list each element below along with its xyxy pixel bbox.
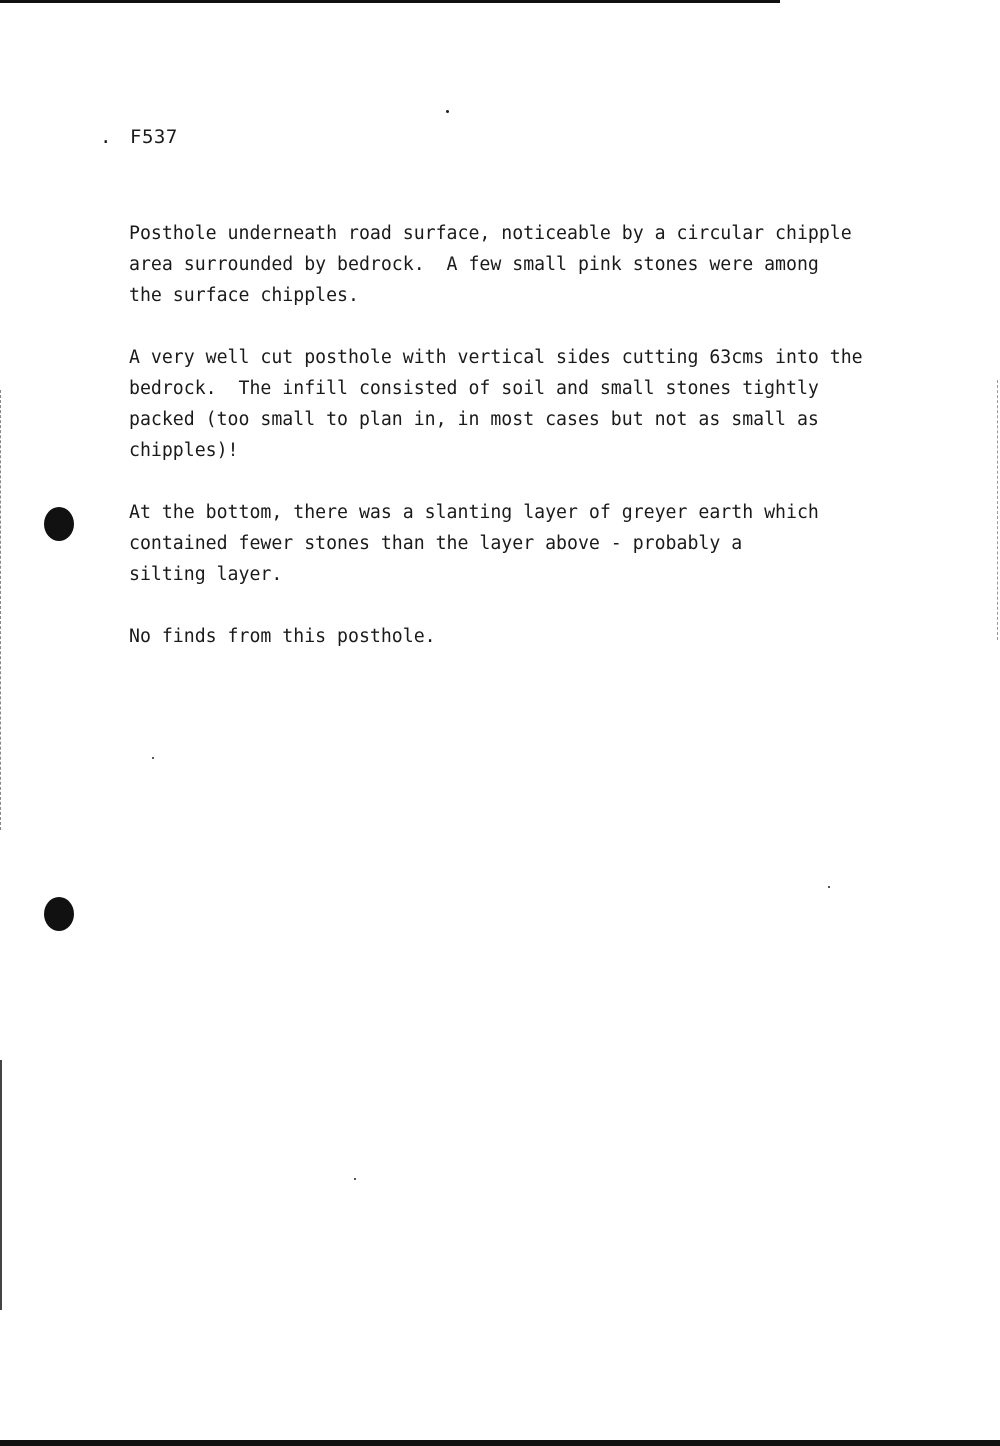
scan-speck: [354, 1178, 356, 1180]
scan-top-border: [0, 0, 780, 3]
paragraph-description: Posthole underneath road surface, noticeable by a circular chipple area surrounded by bedrock. A few small pink stones were among the surface chipples.: [129, 223, 852, 306]
punch-hole-upper: [44, 507, 74, 541]
punch-hole-lower: [44, 897, 74, 931]
stray-mark: .: [100, 126, 112, 148]
scan-speck: [446, 110, 449, 113]
feature-reference: [100, 126, 178, 148]
scan-left-edge: [0, 390, 3, 830]
feature-reference-label: F537: [130, 126, 178, 148]
paragraph-finds: No finds from this posthole.: [129, 626, 436, 647]
scan-left-edge-lower: [0, 1060, 2, 1310]
scan-speck: [152, 757, 154, 759]
paragraph-bottom-layer: At the bottom, there was a slanting layer of greyer earth which contained fewer stones than the layer above - probably a silting layer.: [129, 502, 819, 585]
scan-speck: [828, 886, 830, 888]
scan-bottom-border: [0, 1440, 1000, 1446]
paragraph-cut-details: A very well cut posthole with vertical sides cutting 63cms into the bedrock. The infill consisted of soil and small stones tightly packed (too small to plan in, in most cases but not as small as chipples)!: [129, 347, 863, 461]
document-body: [129, 218, 959, 683]
